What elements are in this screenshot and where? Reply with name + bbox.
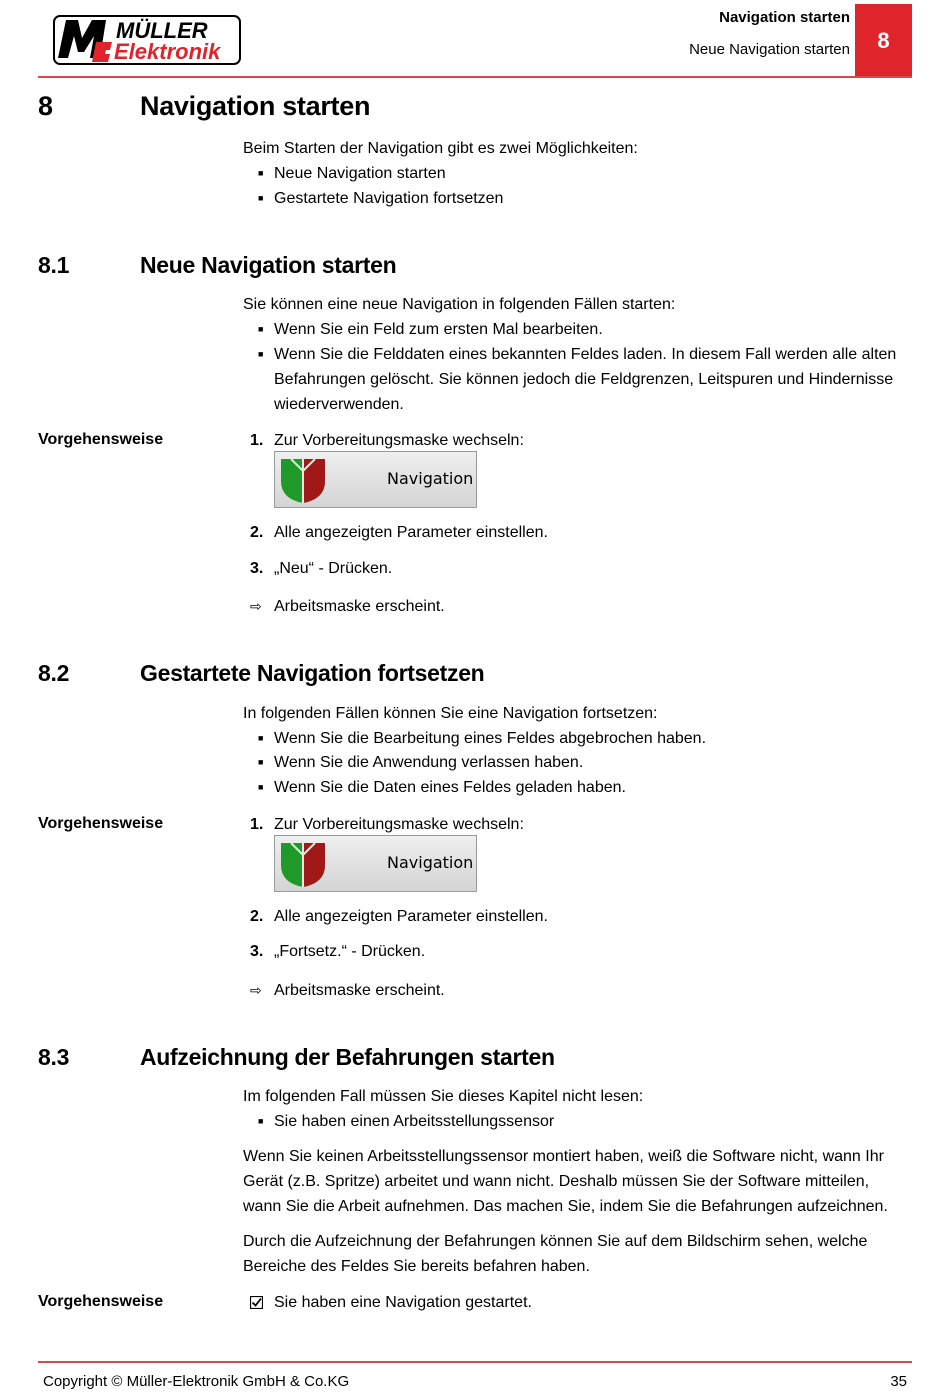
navigation-button-label: Navigation bbox=[387, 853, 474, 872]
bullet-marker: ■ bbox=[258, 324, 264, 334]
list-item: Gestartete Navigation fortsetzen bbox=[274, 190, 504, 207]
list-item: Neue Navigation starten bbox=[274, 165, 446, 182]
footer-copyright: Copyright © Müller-Elektronik GmbH & Co.KG bbox=[43, 1373, 350, 1390]
bullet-marker: ■ bbox=[258, 1116, 264, 1126]
step-number: 1. bbox=[250, 432, 264, 449]
body-paragraph: Durch die Aufzeichnung der Befahrungen können Sie auf dem Bildschirm sehen, welche Bereiche des Feldes Sie bereits befahren haben. bbox=[243, 1233, 868, 1275]
list-item: Sie haben einen Arbeitsstellungssensor bbox=[274, 1113, 555, 1130]
section-title: Aufzeichnung der Befahrungen starten bbox=[140, 1044, 555, 1070]
section-title: Neue Navigation starten bbox=[140, 252, 397, 278]
chapter-intro: Beim Starten der Navigation gibt es zwei Möglichkeiten: bbox=[243, 140, 638, 157]
section-intro: Im folgenden Fall müssen Sie dieses Kapitel nicht lesen: bbox=[243, 1088, 644, 1105]
step-number: 3. bbox=[250, 943, 264, 960]
section-number: 8.1 bbox=[38, 252, 70, 278]
list-item: Wenn Sie die Bearbeitung eines Feldes abgebrochen haben. bbox=[274, 730, 707, 747]
precondition-text: Sie haben eine Navigation gestartet. bbox=[274, 1294, 532, 1311]
company-logo bbox=[52, 12, 242, 68]
step-number: 2. bbox=[250, 524, 264, 541]
navigation-button-label: Navigation bbox=[387, 469, 474, 488]
chapter-number: 8 bbox=[38, 91, 53, 121]
logo-text-top: MÜLLER bbox=[116, 18, 208, 43]
step-text: „Neu“ - Drücken. bbox=[274, 560, 393, 577]
navigation-shield-icon bbox=[279, 455, 329, 505]
bullet-marker: ■ bbox=[258, 349, 264, 359]
navigation-shield-icon bbox=[279, 839, 329, 889]
step-text: „Fortsetz.“ - Drücken. bbox=[274, 943, 426, 960]
procedure-label: Vorgehensweise bbox=[38, 431, 164, 448]
section-number: 8.3 bbox=[38, 1044, 70, 1070]
chapter-title: Navigation starten bbox=[140, 91, 371, 121]
chapter-tab: 8 bbox=[855, 4, 912, 77]
list-item: Wenn Sie die Felddaten eines bekannten Feldes laden. In diesem Fall werden alle alten bbox=[274, 346, 897, 363]
bullet-marker: ■ bbox=[258, 168, 264, 178]
section-intro: Sie können eine neue Navigation in folgenden Fällen starten: bbox=[243, 296, 676, 313]
list-item: Wenn Sie ein Feld zum ersten Mal bearbeiten. bbox=[274, 321, 603, 338]
bullet-marker: ■ bbox=[258, 193, 264, 203]
list-item-continuation: wiederverwenden. bbox=[274, 396, 404, 413]
footer-rule bbox=[38, 1361, 912, 1363]
step-text: Alle angezeigten Parameter einstellen. bbox=[274, 908, 548, 925]
list-item: Wenn Sie die Anwendung verlassen haben. bbox=[274, 754, 584, 771]
bullet-marker: ■ bbox=[258, 757, 264, 767]
bullet-marker: ■ bbox=[258, 782, 264, 792]
running-header-title: Navigation starten bbox=[719, 9, 850, 26]
checkbox-checked-icon bbox=[250, 1296, 263, 1309]
procedure-label: Vorgehensweise bbox=[38, 815, 164, 832]
step-text: Alle angezeigten Parameter einstellen. bbox=[274, 524, 548, 541]
procedure-label: Vorgehensweise bbox=[38, 1293, 164, 1310]
navigation-button[interactable] bbox=[274, 451, 477, 508]
step-number: 1. bbox=[250, 816, 264, 833]
page-number: 35 bbox=[890, 1373, 907, 1390]
body-paragraph: Wenn Sie keinen Arbeitsstellungssensor montiert haben, weiß die Software nicht, wann Ihr Gerät (z.B. Spritze) arbeitet und wann nicht. Deshalb müssen Sie der Software mitteilen, wann Sie die Arbeit aufnehmen. Das machen Sie, indem Sie die Befahrungen aufzeichnen. bbox=[243, 1148, 888, 1215]
step-text: Zur Vorbereitungsmaske wechseln: bbox=[274, 816, 524, 833]
section-intro: In folgenden Fällen können Sie eine Navigation fortsetzen: bbox=[243, 705, 658, 722]
section-title: Gestartete Navigation fortsetzen bbox=[140, 660, 485, 686]
result-text: Arbeitsmaske erscheint. bbox=[274, 598, 445, 615]
list-item: Wenn Sie die Daten eines Feldes geladen haben. bbox=[274, 779, 626, 796]
result-arrow-icon: ⇨ bbox=[250, 598, 262, 614]
section-number: 8.2 bbox=[38, 660, 70, 686]
result-text: Arbeitsmaske erscheint. bbox=[274, 982, 445, 999]
step-number: 3. bbox=[250, 560, 264, 577]
bullet-marker: ■ bbox=[258, 733, 264, 743]
step-number: 2. bbox=[250, 908, 264, 925]
running-header-subtitle: Neue Navigation starten bbox=[689, 41, 850, 58]
list-item-continuation: Befahrungen gelöscht. Sie können jedoch die Feldgrenzen, Leitspuren und Hindernisse bbox=[274, 371, 894, 388]
step-text: Zur Vorbereitungsmaske wechseln: bbox=[274, 432, 524, 449]
result-arrow-icon: ⇨ bbox=[250, 982, 262, 998]
logo-text-bottom: Elektronik bbox=[114, 39, 221, 64]
header-rule bbox=[38, 76, 912, 78]
navigation-button[interactable] bbox=[274, 835, 477, 892]
